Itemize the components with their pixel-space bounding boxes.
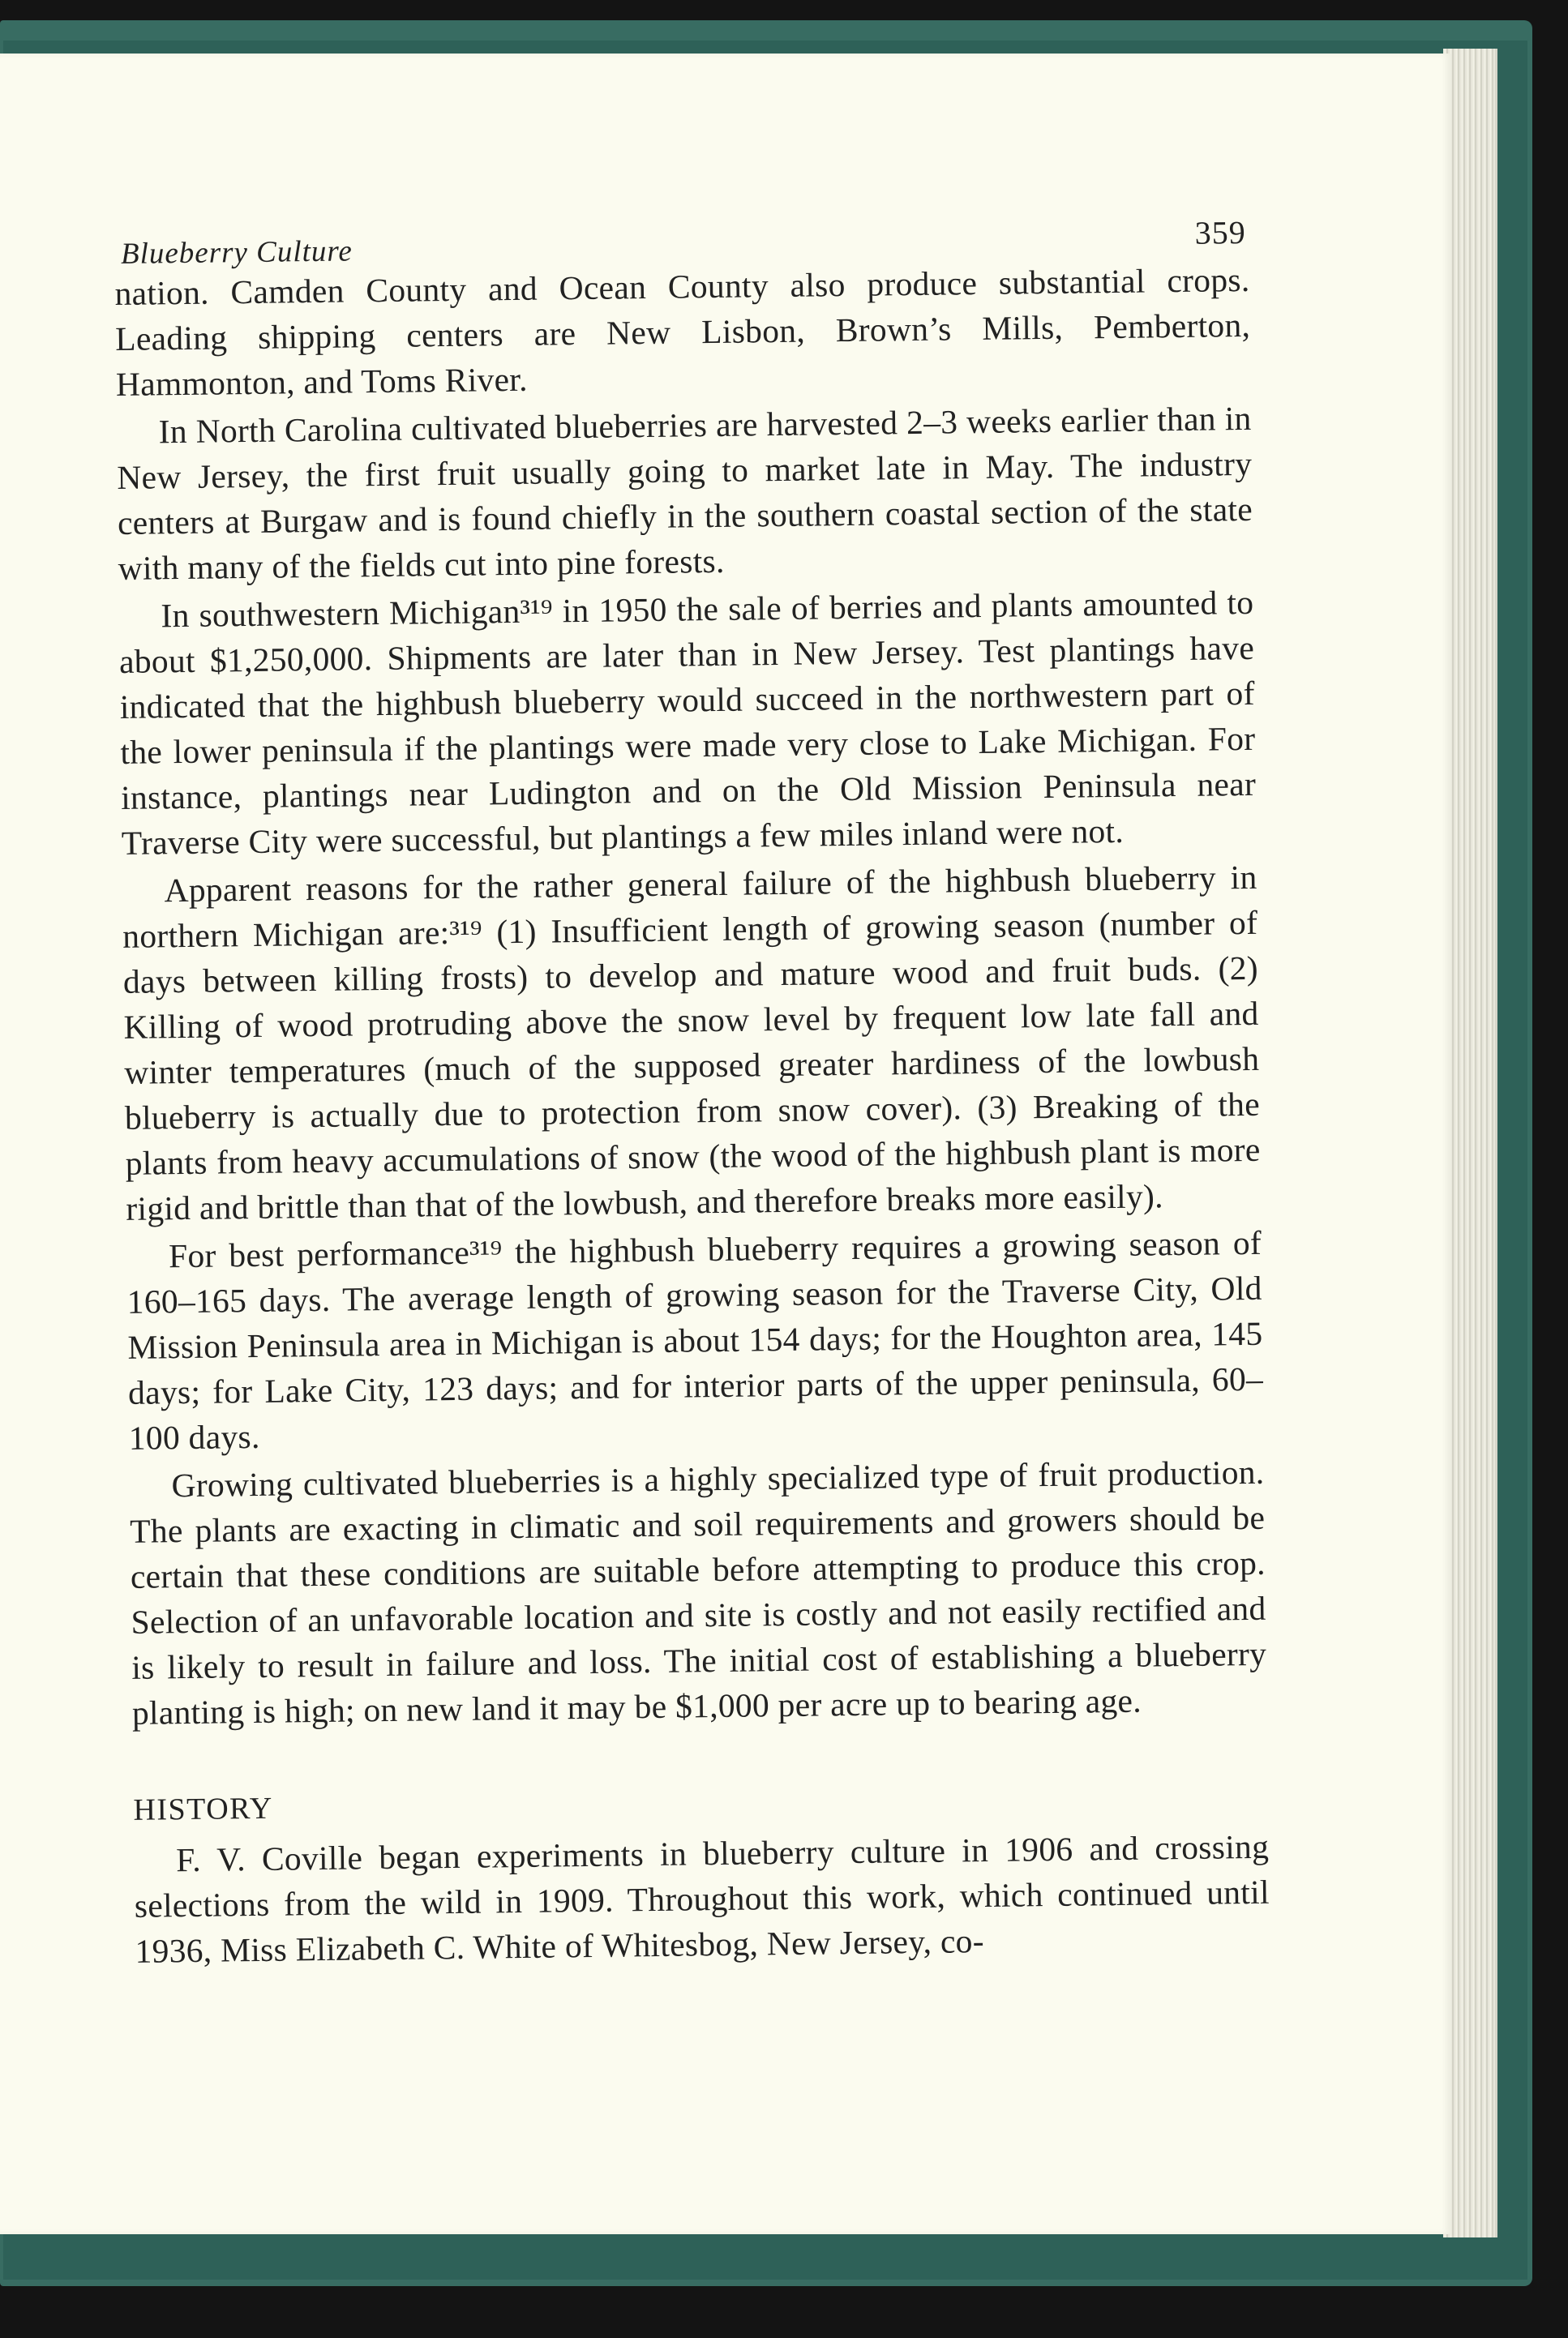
paragraph-continuation: nation. Camden County and Ocean County also produce substantial crops. Leading shipping centers are New Lisbon, Brown’s Mills, Pemberton, Hammonton, and Toms River.: [114, 260, 1251, 403]
running-head: [114, 176, 1249, 271]
paragraph-growing-season: For best performance³¹⁹ the highbush blueberry requires a growing season of 160–165 days. The average length of growing season for the Traverse City, Old Mission Peninsula area in Michigan is about 154 days; for the Houghton area, 145 days; for Lake City, 123 days; and for interior parts of the upper peninsula, 60–100 days.: [126, 1223, 1264, 1457]
running-head-title: Blueberry Culture: [120, 234, 353, 271]
page-text-block: [114, 176, 1270, 1976]
paragraph-north-carolina: In North Carolina cultivated blueberries are harvested 2–3 weeks earlier than in New Jersey, the first fruit usually going to market late in May. The industry centers at Burgaw and is found chiefly in the southern coastal section of the state with many of the fields cut into pine forests.: [117, 399, 1253, 587]
page-edges: [1443, 49, 1497, 2237]
paragraph-failure-reasons: Apparent reasons for the rather general failure of the highbush blueberry in northern Michigan are:³¹⁹ (1) Insufficient length of growing season (number of days between killing frosts) to develop and mature wood and fruit buds. (2) Killing of wood protruding above the snow level by frequent low late fall and winter temperatures (much of the supposed greater hardiness of the lowbush blueberry is actually due to protection from snow cover). (3) Breaking of the plants from heavy accumulations of snow (the wood of the highbush plant is more rigid and brittle than that of the lowbush, and therefore breaks more easily).: [122, 858, 1261, 1227]
book-page: [0, 54, 1451, 2234]
page-number: 359: [1194, 213, 1247, 251]
paragraph-history: F. V. Coville began experiments in blueberry culture in 1906 and crossing selections from the wild in 1909. Throughout this work, which continued until 1936, Miss Elizabeth C. White of Whitesbog, New Jersey, co-: [134, 1827, 1270, 1970]
section-heading-history: HISTORY: [133, 1791, 274, 1827]
paragraph-specialized-production: Growing cultivated blueberries is a highly specialized type of fruit production. The plants are exacting in climatic and soil requirements and growers should be certain that these conditions are suitable before attempting to produce this crop. Selection of an unfavorable location and site is costly and not easily rectified and is likely to result in failure and loss. The initial cost of establishing a blueberry planting is high; on new land it may be $1,000 per acre up to bearing age.: [129, 1453, 1267, 1732]
paragraph-michigan-sales: In southwestern Michigan³¹⁹ in 1950 the sale of berries and plants amounted to about $1,250,000. Shipments are later than in New Jersey. Test plantings have indicated that the highbush blueberry would succeed in the northwestern part of the lower peninsula if the plantings were made very close to Lake Michigan. For instance, plantings near Ludington and on the Old Mission Peninsula near Traverse City were successful, but plantings a few miles inland were not.: [118, 583, 1257, 862]
